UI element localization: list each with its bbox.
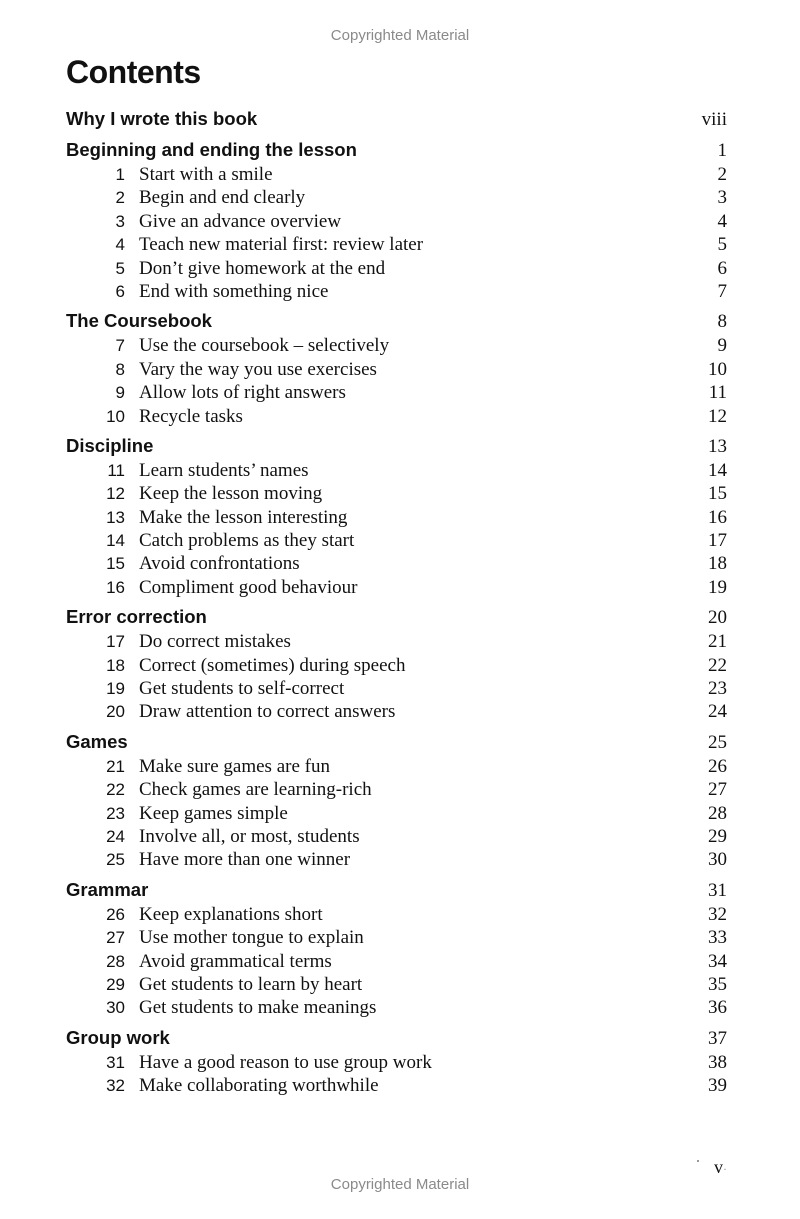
- toc-entry: [66, 258, 727, 281]
- entry-title: Get students to learn by heart: [139, 973, 363, 995]
- toc-entry: [66, 382, 727, 405]
- toc-entry: [66, 281, 727, 304]
- entry-page-number: 24: [708, 701, 727, 723]
- entry-title: Avoid grammatical terms: [139, 950, 332, 972]
- entry-title: Keep games simple: [139, 802, 288, 824]
- entry-title: Avoid confrontations: [139, 553, 300, 575]
- entry-page-number: 38: [708, 1051, 727, 1073]
- toc-entry: [66, 678, 727, 701]
- page-number-text: v: [714, 1157, 723, 1177]
- section-heading-row: [66, 606, 727, 631]
- entry-label: [66, 997, 376, 1019]
- entry-number: 11: [107, 460, 125, 480]
- entry-label: [66, 655, 405, 677]
- entry-number: 19: [106, 679, 125, 699]
- entry-page-number: 9: [717, 335, 727, 357]
- page-title: Contents: [66, 54, 201, 90]
- entry-label: [66, 779, 372, 801]
- toc-entry: [66, 164, 727, 187]
- section-heading-row: [66, 731, 727, 756]
- entry-number: 31: [106, 1052, 125, 1072]
- entry-number: 5: [115, 258, 125, 278]
- entry-title: Make the lesson interesting: [139, 506, 348, 528]
- entry-title: Keep the lesson moving: [139, 483, 323, 505]
- toc-entry: [66, 1052, 727, 1075]
- toc-entry: [66, 1075, 727, 1098]
- toc-entry: [66, 406, 727, 429]
- entry-label: [66, 701, 395, 723]
- entry-number: 30: [106, 998, 125, 1018]
- entry-label: [66, 826, 360, 848]
- toc-section: [66, 606, 727, 725]
- entry-label: [66, 281, 328, 303]
- entry-label: [66, 1052, 432, 1074]
- entry-label: [66, 234, 423, 256]
- watermark-top: Copyrighted Material: [330, 27, 470, 44]
- entry-number: 3: [115, 211, 125, 231]
- entry-label: [66, 382, 346, 404]
- entry-page-number: 36: [708, 997, 727, 1019]
- entry-number: 24: [106, 826, 125, 846]
- entry-page-number: 30: [708, 849, 727, 871]
- toc-entry: [66, 904, 727, 927]
- entry-label: [66, 335, 389, 357]
- entry-page-number: 2: [717, 164, 727, 185]
- entry-number: 26: [106, 904, 125, 924]
- entry-page-number: 7: [717, 280, 727, 302]
- entry-label: [66, 631, 291, 653]
- section-page-number: 37: [708, 1027, 727, 1049]
- entry-page-number: 26: [708, 755, 727, 777]
- entry-page-number: 14: [708, 459, 727, 481]
- entry-page-number: 27: [708, 779, 727, 801]
- entry-title: Make collaborating worthwhile: [139, 1075, 379, 1097]
- toc-entry: [66, 779, 727, 802]
- toc-entry: [66, 187, 727, 210]
- entry-title: Involve all, or most, students: [139, 825, 360, 847]
- entry-page-number: 17: [708, 530, 727, 552]
- entry-page-number: 19: [708, 576, 727, 598]
- entry-number: 23: [106, 803, 125, 823]
- section-title: Grammar: [66, 878, 149, 900]
- entry-page-number: 32: [708, 903, 727, 925]
- toc-entry: [66, 655, 727, 678]
- entry-number: 18: [106, 655, 125, 675]
- page-number-dot: ·: [723, 1162, 727, 1176]
- section-title: The Coursebook: [66, 310, 212, 332]
- entry-page-number: 5: [717, 234, 727, 256]
- entry-page-number: 16: [708, 506, 727, 528]
- section-page-number: 8: [717, 311, 727, 333]
- corner-mark: [697, 1160, 699, 1162]
- entry-number: 16: [106, 577, 125, 597]
- entry-title: Use mother tongue to explain: [139, 927, 364, 949]
- entry-number: 25: [106, 850, 125, 870]
- entry-label: [66, 460, 309, 482]
- toc-section: [66, 139, 727, 304]
- entry-title: Draw attention to correct answers: [139, 701, 396, 723]
- toc-entry: [66, 951, 727, 974]
- entry-number: 7: [115, 336, 125, 356]
- section-page-number: viii: [701, 109, 727, 130]
- toc-entry: [66, 577, 727, 600]
- toc-entry: [66, 359, 727, 382]
- toc-entry: [66, 849, 727, 872]
- entry-number: 22: [106, 780, 125, 800]
- entry-number: 4: [115, 235, 125, 255]
- section-page-number: 13: [708, 435, 727, 457]
- entry-number: 9: [115, 383, 125, 403]
- entry-page-number: 33: [708, 927, 727, 949]
- section-heading-row: [66, 139, 727, 164]
- entry-number: 15: [106, 554, 125, 574]
- entry-page-number: 22: [708, 654, 727, 676]
- entry-page-number: 29: [708, 825, 727, 847]
- entry-label: [66, 927, 364, 949]
- entry-title: Vary the way you use exercises: [139, 358, 377, 380]
- toc-entry: [66, 927, 727, 950]
- entry-title: Correct (sometimes) during speech: [139, 654, 406, 676]
- entry-title: Have more than one winner: [139, 849, 351, 871]
- entry-label: [66, 756, 330, 778]
- section-page-number: 25: [708, 731, 727, 753]
- section-title: Discipline: [66, 434, 154, 456]
- toc-entry: [66, 803, 727, 826]
- table-of-contents: [66, 108, 727, 1105]
- entry-number: 2: [115, 188, 125, 208]
- entry-title: Have a good reason to use group work: [139, 1051, 432, 1073]
- section-heading-row: [66, 435, 727, 460]
- entry-label: [66, 187, 305, 209]
- entry-page-number: 35: [708, 973, 727, 995]
- entry-label: [66, 530, 354, 552]
- section-title: Why I wrote this book: [66, 108, 258, 129]
- entry-number: 6: [115, 281, 125, 301]
- entry-label: [66, 904, 323, 926]
- entry-page-number: 34: [708, 950, 727, 972]
- entry-label: [66, 803, 288, 825]
- entry-title: Keep explanations short: [139, 903, 323, 925]
- toc-entry: [66, 826, 727, 849]
- entry-page-number: 28: [708, 802, 727, 824]
- entry-page-number: 6: [717, 257, 727, 279]
- entry-title: Give an advance overview: [139, 210, 342, 232]
- section-page-number: 31: [708, 879, 727, 901]
- toc-section: [66, 435, 727, 600]
- section-page-number: 1: [717, 140, 727, 161]
- section-title: Error correction: [66, 606, 207, 628]
- entry-page-number: 3: [717, 187, 727, 209]
- entry-page-number: 11: [708, 382, 727, 404]
- section-heading-row: [66, 108, 727, 133]
- entry-page-number: 12: [708, 405, 727, 427]
- entry-title: Make sure games are fun: [139, 755, 330, 777]
- entry-number: 12: [106, 484, 125, 504]
- entry-title: Use the coursebook – selectively: [139, 335, 390, 357]
- toc-section: [66, 879, 727, 1021]
- entry-title: End with something nice: [139, 280, 329, 302]
- entry-number: 17: [106, 632, 125, 652]
- entry-title: Catch problems as they start: [139, 530, 355, 552]
- entry-number: 14: [106, 531, 125, 551]
- entry-label: [66, 553, 300, 575]
- entry-title: Check games are learning-rich: [139, 779, 372, 801]
- entry-title: Start with a smile: [139, 164, 273, 185]
- toc-section: [66, 108, 727, 133]
- toc-entry: [66, 756, 727, 779]
- toc-entry: [66, 507, 727, 530]
- entry-page-number: 39: [708, 1075, 727, 1097]
- toc-entry: [66, 997, 727, 1020]
- entry-label: [66, 849, 350, 871]
- entry-number: 27: [106, 928, 125, 948]
- entry-number: 21: [106, 756, 125, 776]
- entry-label: [66, 164, 273, 186]
- entry-number: 1: [115, 165, 125, 184]
- entry-label: [66, 1075, 379, 1097]
- entry-title: Begin and end clearly: [139, 187, 306, 209]
- entry-number: 13: [106, 507, 125, 527]
- entry-title: Get students to make meanings: [139, 997, 377, 1019]
- section-title: Games: [66, 730, 128, 752]
- entry-number: 10: [106, 406, 125, 426]
- toc-entry: [66, 483, 727, 506]
- entry-title: Do correct mistakes: [139, 631, 291, 653]
- entry-label: [66, 577, 357, 599]
- toc-entry: [66, 974, 727, 997]
- page-number: [714, 1157, 727, 1178]
- entry-page-number: 15: [708, 483, 727, 505]
- section-heading-row: [66, 310, 727, 335]
- entry-title: Recycle tasks: [139, 405, 243, 427]
- entry-label: [66, 359, 377, 381]
- watermark-bottom: Copyrighted Material: [330, 1176, 470, 1193]
- entry-label: [66, 974, 362, 996]
- toc-section: [66, 731, 727, 873]
- entry-number: 28: [106, 951, 125, 971]
- toc-section: [66, 310, 727, 429]
- toc-entry: [66, 553, 727, 576]
- entry-label: [66, 406, 243, 428]
- entry-page-number: 18: [708, 553, 727, 575]
- entry-title: Compliment good behaviour: [139, 576, 358, 598]
- toc-entry: [66, 701, 727, 724]
- entry-label: [66, 678, 344, 700]
- entry-title: Allow lots of right answers: [139, 382, 346, 404]
- entry-page-number: 23: [708, 678, 727, 700]
- toc-entry: [66, 211, 727, 234]
- entry-label: [66, 211, 341, 233]
- entry-page-number: 4: [717, 210, 727, 232]
- entry-title: Learn students’ names: [139, 459, 309, 481]
- entry-label: [66, 507, 347, 529]
- toc-entry: [66, 460, 727, 483]
- section-title: Beginning and ending the lesson: [66, 139, 357, 160]
- entry-page-number: 21: [708, 631, 727, 653]
- entry-label: [66, 483, 322, 505]
- entry-page-number: 10: [708, 358, 727, 380]
- toc-entry: [66, 530, 727, 553]
- entry-label: [66, 258, 385, 280]
- toc-section: [66, 1027, 727, 1099]
- entry-number: 32: [106, 1076, 125, 1096]
- entry-title: Get students to self-correct: [139, 678, 345, 700]
- entry-label: [66, 951, 332, 973]
- section-title: Group work: [66, 1026, 170, 1048]
- entry-title: Teach new material first: review later: [139, 234, 424, 256]
- section-page-number: 20: [708, 607, 727, 629]
- toc-entry: [66, 234, 727, 257]
- toc-entry: [66, 631, 727, 654]
- entry-number: 8: [115, 359, 125, 379]
- entry-number: 20: [106, 702, 125, 722]
- toc-entry: [66, 335, 727, 358]
- section-heading-row: [66, 1027, 727, 1052]
- entry-number: 29: [106, 974, 125, 994]
- section-heading-row: [66, 879, 727, 904]
- entry-title: Don’t give homework at the end: [139, 257, 386, 279]
